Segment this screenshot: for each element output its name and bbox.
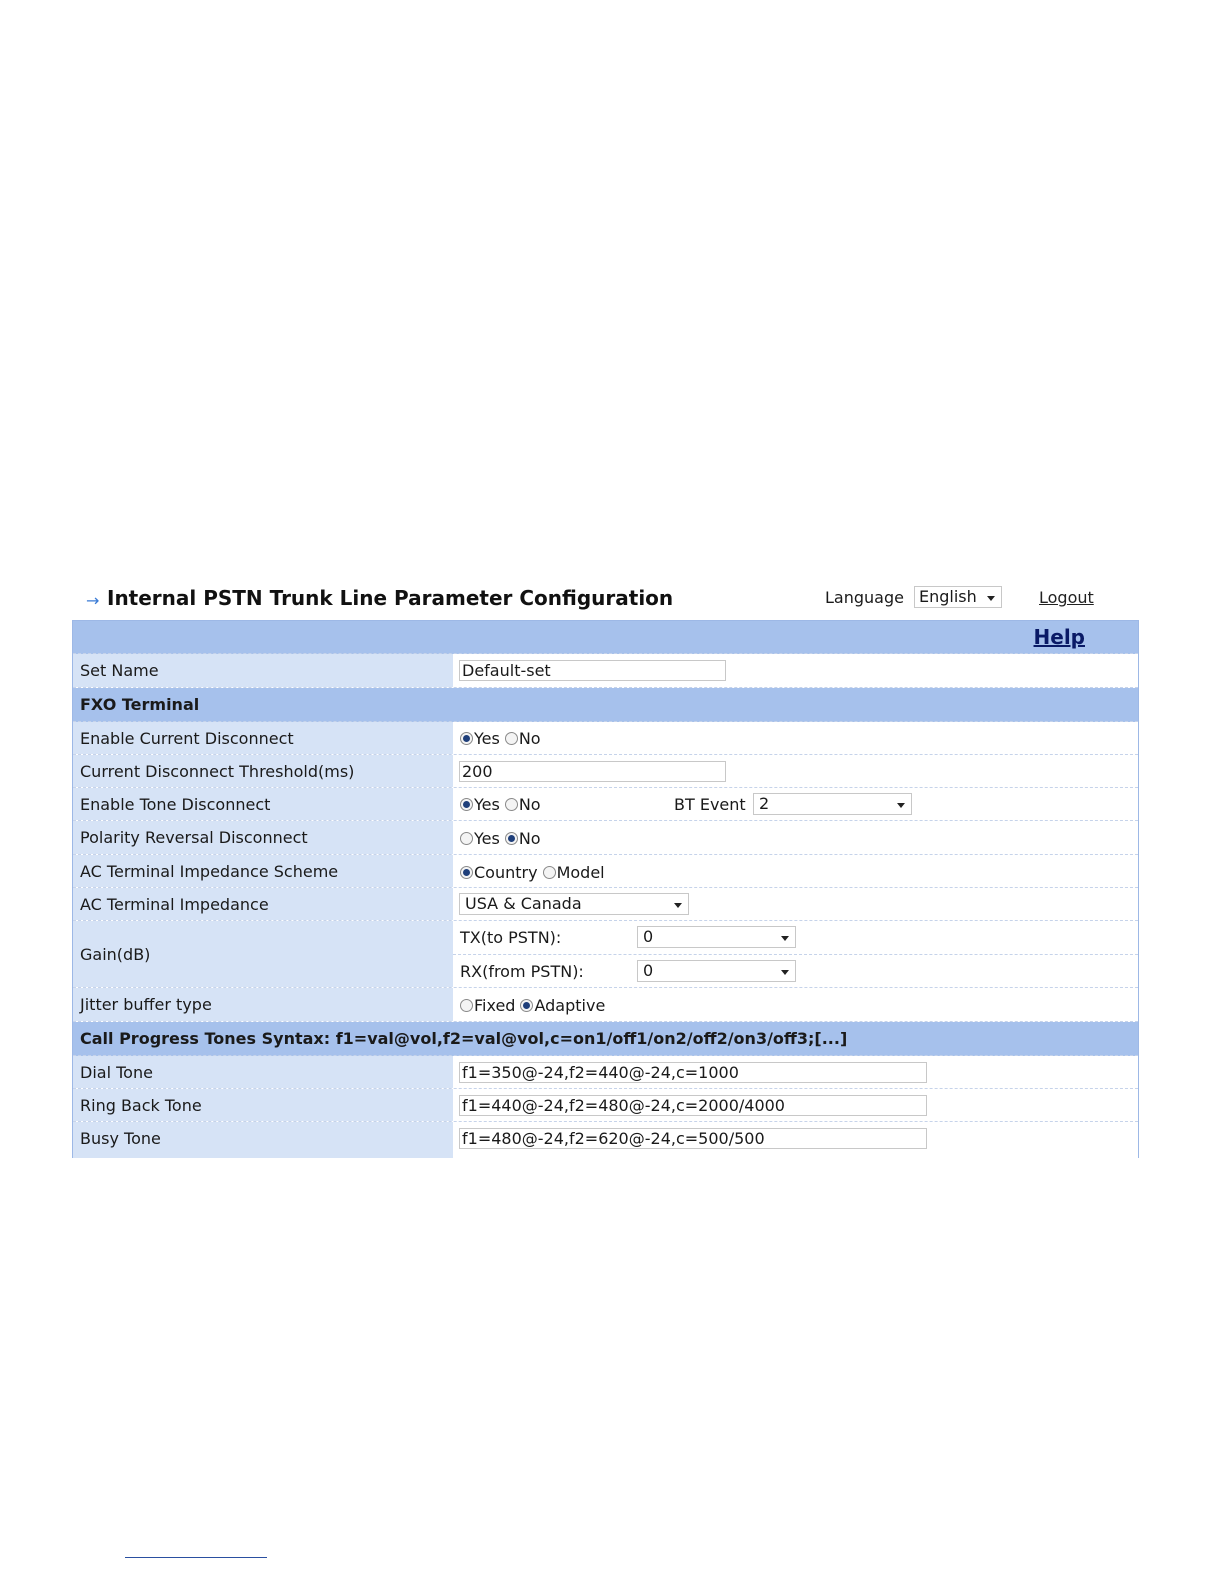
- config-screen: [72, 580, 1139, 1158]
- tone-disconnect-yes-label: Yes: [474, 795, 500, 814]
- current-disconnect-yes-label: Yes: [474, 729, 500, 748]
- row-enable-tone-disconnect: [73, 788, 1138, 821]
- row-jitter-buffer: [73, 988, 1138, 1022]
- jitter-adaptive-radio[interactable]: [520, 999, 533, 1012]
- bt-event-value: 2: [759, 794, 770, 813]
- config-table: [72, 620, 1139, 1158]
- ring-back-tone-input[interactable]: [459, 1095, 927, 1116]
- ac-impedance-select[interactable]: [459, 893, 689, 915]
- gain-tx-value: 0: [643, 927, 654, 946]
- current-disconnect-no-radio[interactable]: [505, 732, 518, 745]
- enable-current-disconnect-label: Enable Current Disconnect: [73, 722, 453, 754]
- cpt-section-header: [73, 1022, 1138, 1056]
- tone-disconnect-yes-radio[interactable]: [460, 798, 473, 811]
- table-header-bar: [73, 621, 1138, 654]
- chevron-down-icon: [781, 970, 789, 975]
- current-disconnect-threshold-label: Current Disconnect Threshold(ms): [73, 755, 453, 787]
- gain-rx-value: 0: [643, 961, 654, 980]
- logout-link[interactable]: Logout: [1039, 588, 1094, 607]
- page-title: Internal PSTN Trunk Line Parameter Configuration: [107, 586, 674, 610]
- ac-impedance-scheme-label: AC Terminal Impedance Scheme: [73, 855, 453, 887]
- enable-tone-disconnect-label: Enable Tone Disconnect: [73, 788, 453, 820]
- polarity-reversal-yes-radio[interactable]: [460, 832, 473, 845]
- row-enable-current-disconnect: [73, 722, 1138, 755]
- language-label: Language: [825, 588, 904, 607]
- impedance-scheme-country-label: Country: [474, 863, 538, 882]
- ac-impedance-label: AC Terminal Impedance: [73, 888, 453, 920]
- gain-rx-label: RX(from PSTN):: [460, 962, 584, 981]
- row-ac-impedance-scheme: [73, 855, 1138, 888]
- impedance-scheme-model-radio[interactable]: [543, 866, 556, 879]
- impedance-scheme-model-label: Model: [556, 863, 605, 882]
- tone-disconnect-no-label: No: [518, 795, 541, 814]
- polarity-reversal-no-label: No: [518, 829, 541, 848]
- chevron-down-icon: [987, 596, 995, 601]
- fxo-section-header: [73, 688, 1138, 722]
- impedance-scheme-country-radio[interactable]: [460, 866, 473, 879]
- cpt-section-title: Call Progress Tones Syntax: f1=val@vol,f2=val@vol,c=on1/off1/on2/off2/on3/off3;[...]: [80, 1029, 848, 1048]
- language-select-value: English: [919, 587, 977, 606]
- gain-tx-label: TX(to PSTN):: [460, 928, 562, 947]
- polarity-reversal-yes-label: Yes: [474, 829, 500, 848]
- row-busy-tone: [73, 1122, 1138, 1158]
- row-polarity-reversal: [73, 821, 1138, 855]
- row-ring-back-tone: [73, 1089, 1138, 1122]
- set-name-input[interactable]: [459, 660, 726, 681]
- set-name-label: Set Name: [73, 654, 453, 687]
- current-disconnect-no-label: No: [518, 729, 541, 748]
- gain-rx-select[interactable]: [637, 960, 796, 982]
- jitter-fixed-radio[interactable]: [460, 999, 473, 1012]
- bt-event-select[interactable]: [753, 793, 912, 815]
- current-disconnect-threshold-input[interactable]: [459, 761, 726, 782]
- polarity-reversal-label: Polarity Reversal Disconnect: [73, 821, 453, 854]
- arrow-icon: →: [86, 591, 100, 610]
- row-gain: [73, 921, 1138, 988]
- chevron-down-icon: [674, 903, 682, 908]
- tone-disconnect-no-radio[interactable]: [505, 798, 518, 811]
- gain-tx-select[interactable]: [637, 926, 796, 948]
- ac-impedance-value: USA & Canada: [465, 894, 582, 913]
- footnote-rule: [125, 1557, 267, 1558]
- chevron-down-icon: [897, 803, 905, 808]
- dial-tone-label: Dial Tone: [73, 1056, 453, 1088]
- row-ac-impedance: [73, 888, 1138, 921]
- polarity-reversal-no-radio[interactable]: [505, 832, 518, 845]
- help-link[interactable]: Help: [1033, 625, 1085, 649]
- row-current-disconnect-threshold: [73, 755, 1138, 788]
- title-bar: [72, 580, 1139, 618]
- fxo-section-title: FXO Terminal: [80, 695, 200, 714]
- current-disconnect-yes-radio[interactable]: [460, 732, 473, 745]
- busy-tone-label: Busy Tone: [73, 1122, 453, 1158]
- dial-tone-input[interactable]: [459, 1062, 927, 1083]
- ring-back-tone-label: Ring Back Tone: [73, 1089, 453, 1121]
- jitter-fixed-label: Fixed: [474, 996, 516, 1015]
- bt-event-label: BT Event: [674, 795, 746, 814]
- jitter-buffer-label: Jitter buffer type: [73, 988, 453, 1021]
- busy-tone-input[interactable]: [459, 1128, 927, 1149]
- row-dial-tone: [73, 1056, 1138, 1089]
- language-select[interactable]: [914, 586, 1002, 608]
- jitter-adaptive-label: Adaptive: [534, 996, 606, 1015]
- chevron-down-icon: [781, 936, 789, 941]
- gain-label: Gain(dB): [73, 921, 453, 987]
- row-set-name: [73, 654, 1138, 688]
